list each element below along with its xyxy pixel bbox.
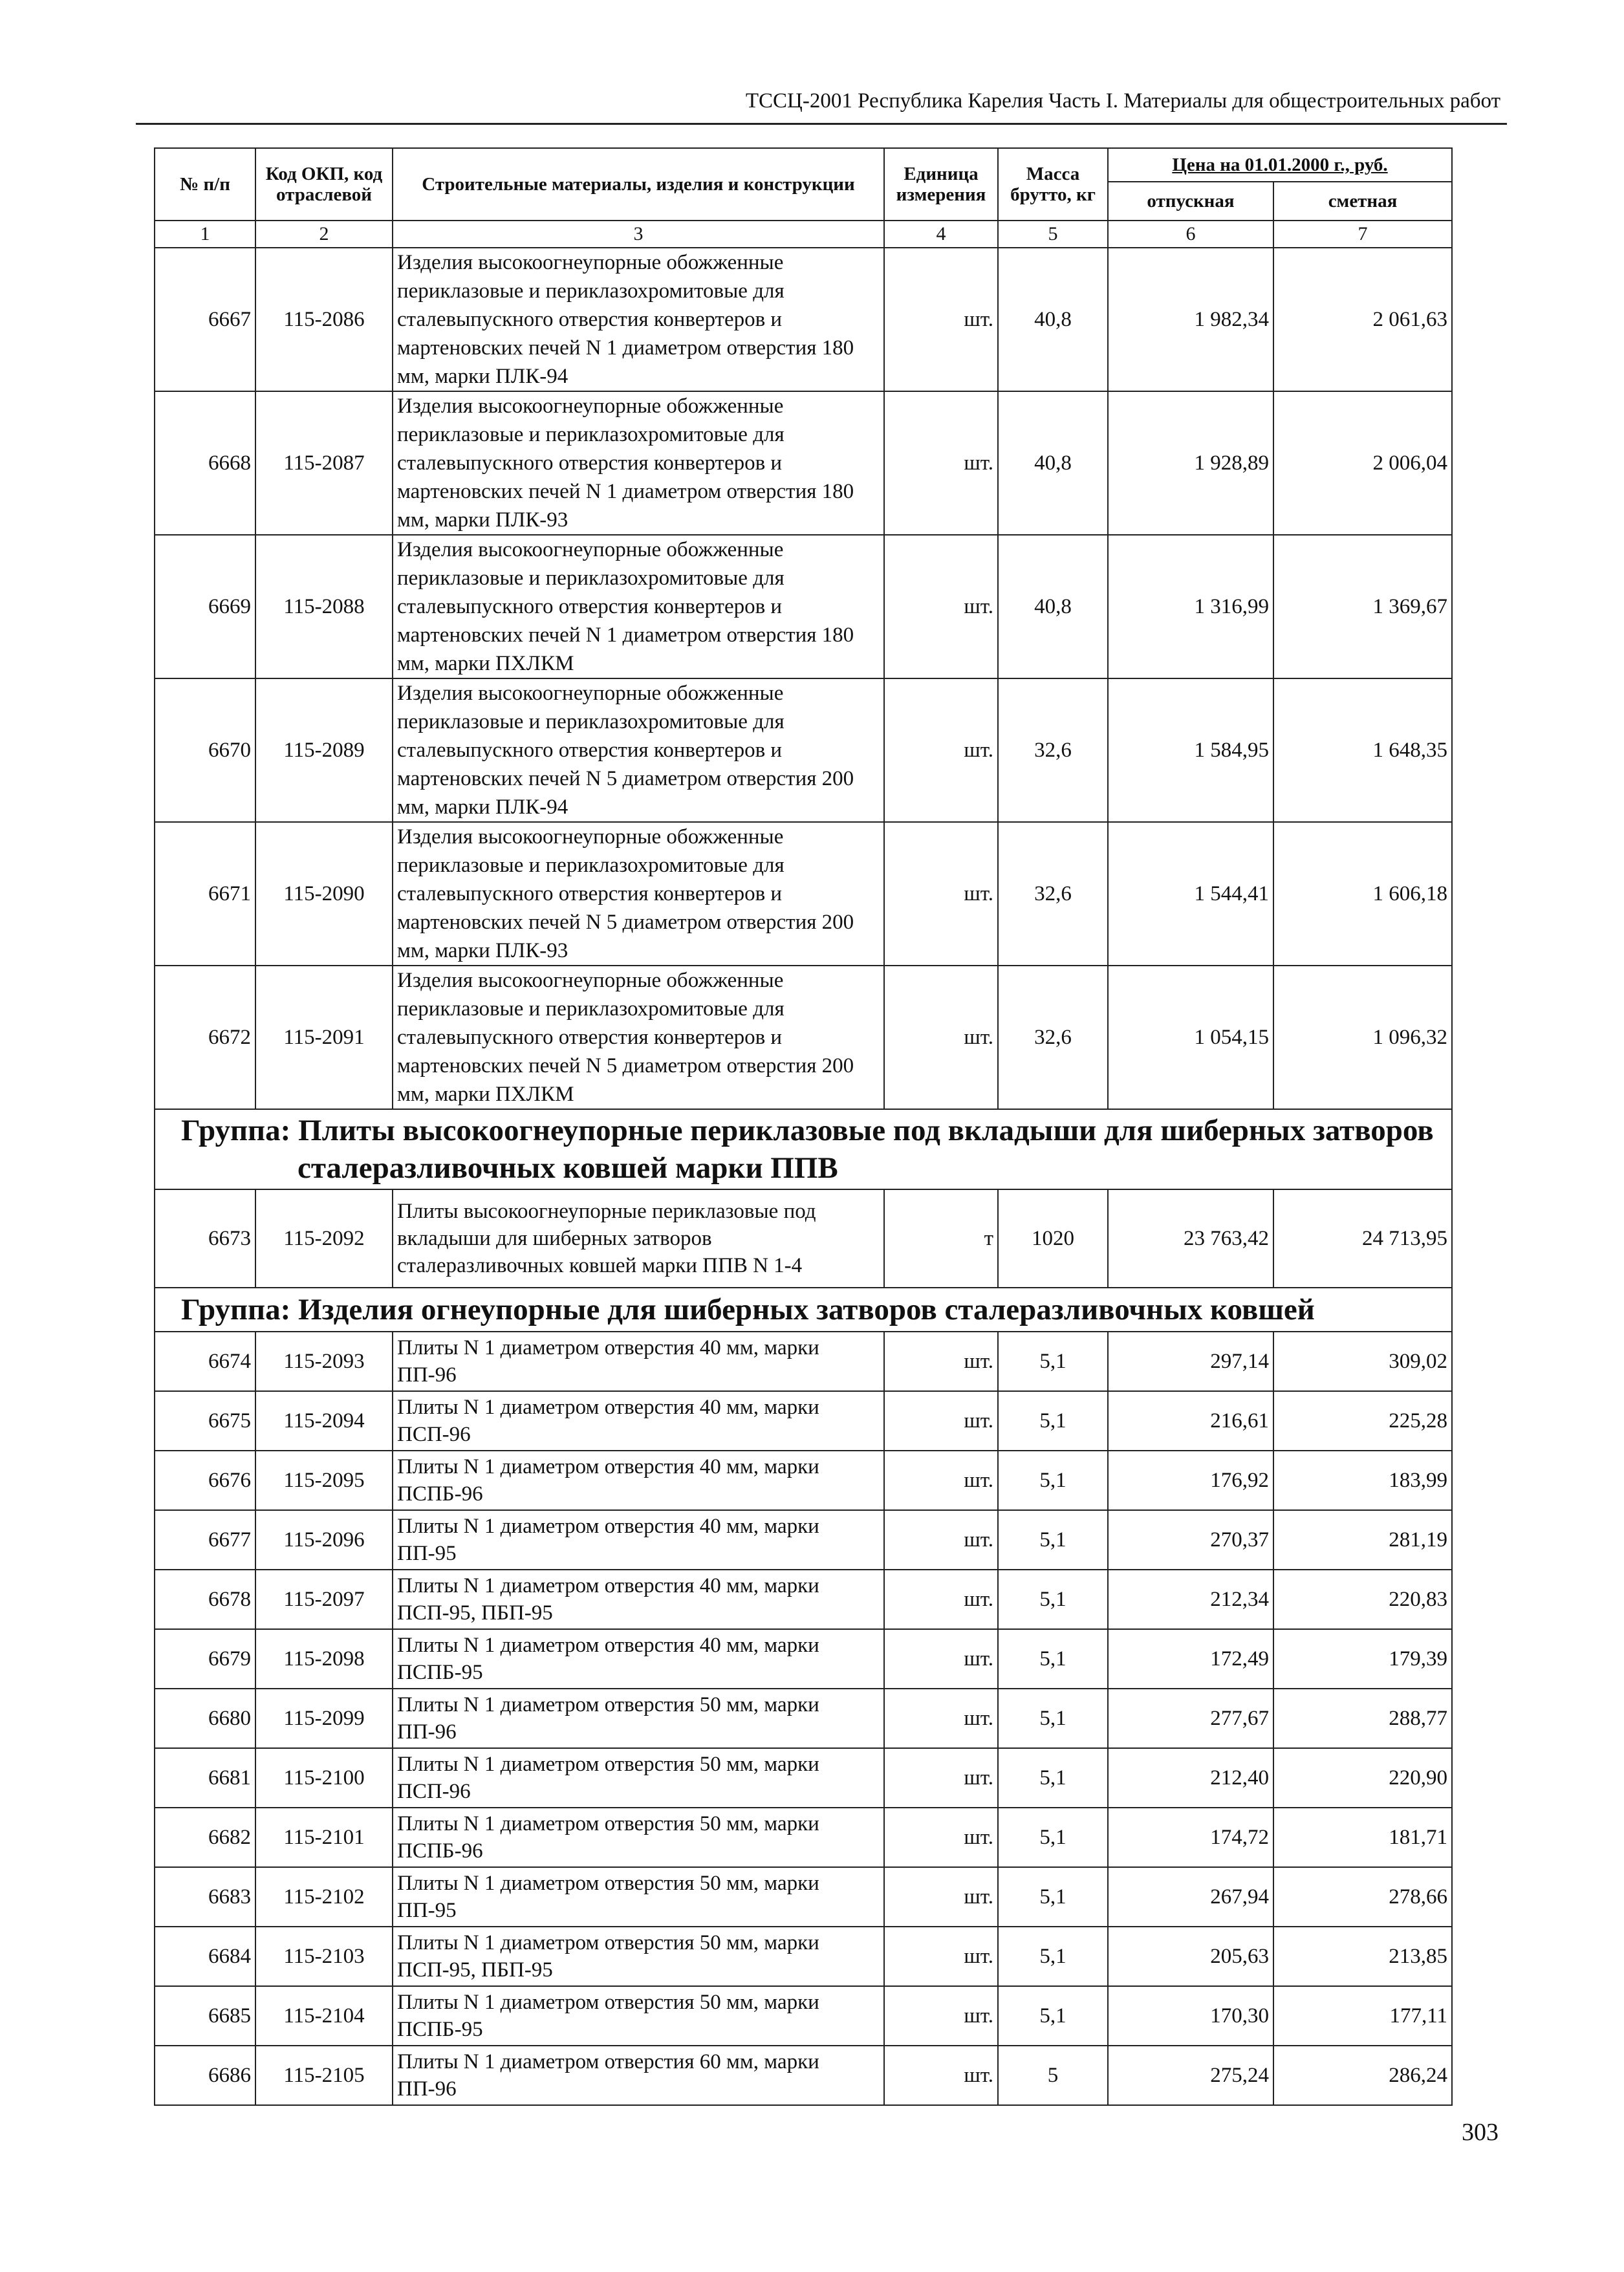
row-price-estimate: 220,83 [1273, 1570, 1452, 1629]
row-description: Плиты N 1 диаметром отверстия 50 мм, марки ПП-96 [393, 1689, 884, 1748]
row-description: Плиты N 1 диаметром отверстия 50 мм, марки ПСПБ-96 [393, 1808, 884, 1867]
column-number: 5 [998, 221, 1108, 248]
row-code: 115-2094 [255, 1391, 393, 1451]
row-price-estimate: 1 096,32 [1273, 966, 1452, 1109]
row-unit: шт. [884, 966, 998, 1109]
col-header-mass: Масса брутто, кг [998, 148, 1108, 221]
row-num: 6680 [155, 1689, 255, 1748]
row-num: 6668 [155, 391, 255, 535]
row-description: Изделия высокоогнеупорные обожженные периклазовые и периклазохромитовые для сталевыпускного отверстия конвертеров и мартеновских печей N 1 диаметром отверстия 180 мм, марки ПХЛКМ [393, 535, 884, 678]
row-num: 6678 [155, 1570, 255, 1629]
row-num: 6684 [155, 1927, 255, 1986]
row-unit: шт. [884, 248, 998, 391]
row-description: Плиты N 1 диаметром отверстия 40 мм, марки ПП-96 [393, 1332, 884, 1391]
row-price-estimate: 288,77 [1273, 1689, 1452, 1748]
row-price-release: 297,14 [1108, 1332, 1273, 1391]
row-code: 115-2096 [255, 1510, 393, 1570]
row-price-estimate: 2 006,04 [1273, 391, 1452, 535]
row-description: Изделия высокоогнеупорные обожженные периклазовые и периклазохромитовые для сталевыпускного отверстия конвертеров и мартеновских печей N 5 диаметром отверстия 200 мм, марки ПЛК-93 [393, 822, 884, 966]
row-code: 115-2093 [255, 1332, 393, 1391]
row-price-release: 212,40 [1108, 1748, 1273, 1808]
row-num: 6674 [155, 1332, 255, 1391]
col-header-code: Код ОКП, код отраслевой [255, 148, 393, 221]
column-number: 3 [393, 221, 884, 248]
group-heading-line: Группа: Плиты высокоогнеупорные периклазовые под вкладыши для шиберных затворов [181, 1114, 1434, 1147]
row-price-estimate: 179,39 [1273, 1629, 1452, 1689]
row-code: 115-2088 [255, 535, 393, 678]
row-mass: 5,1 [998, 1867, 1108, 1927]
row-price-release: 1 544,41 [1108, 822, 1273, 966]
row-price-estimate: 2 061,63 [1273, 248, 1452, 391]
column-number: 6 [1108, 221, 1273, 248]
row-description: Плиты N 1 диаметром отверстия 40 мм, марки ПСПБ-96 [393, 1451, 884, 1510]
row-price-estimate: 213,85 [1273, 1927, 1452, 1986]
group-heading: Группа: Изделия огнеупорные для шиберных затворов сталеразливочных ковшей [155, 1288, 1452, 1332]
row-code: 115-2092 [255, 1189, 393, 1288]
table-row [155, 1189, 1452, 1288]
row-price-estimate: 1 648,35 [1273, 678, 1452, 822]
row-price-estimate: 1 369,67 [1273, 535, 1452, 678]
table-row [155, 535, 1452, 678]
row-description: Плиты N 1 диаметром отверстия 50 мм, марки ПСП-95, ПБП-95 [393, 1927, 884, 1986]
running-header: ТССЦ-2001 Республика Карелия Часть I. Материалы для общестроительных работ [745, 89, 1500, 113]
column-number-row [155, 221, 1452, 248]
row-mass: 5,1 [998, 1689, 1108, 1748]
row-price-release: 1 054,15 [1108, 966, 1273, 1109]
row-code: 115-2100 [255, 1748, 393, 1808]
row-code: 115-2099 [255, 1689, 393, 1748]
group-heading-continuation: сталеразливочных ковшей марки ППВ [298, 1151, 838, 1185]
table-row [155, 1867, 1452, 1927]
row-code: 115-2086 [255, 248, 393, 391]
row-num: 6681 [155, 1748, 255, 1808]
col-header-price: Цена на 01.01.2000 г., руб. [1108, 148, 1452, 182]
row-description: Плиты N 1 диаметром отверстия 40 мм, марки ПСП-95, ПБП-95 [393, 1570, 884, 1629]
row-price-release: 1 584,95 [1108, 678, 1273, 822]
table-row [155, 2046, 1452, 2105]
row-description: Плиты N 1 диаметром отверстия 50 мм, марки ПСП-96 [393, 1748, 884, 1808]
row-price-release: 174,72 [1108, 1808, 1273, 1867]
col-header-material: Строительные материалы, изделия и конструкции [393, 148, 884, 221]
row-code: 115-2102 [255, 1867, 393, 1927]
row-mass: 32,6 [998, 678, 1108, 822]
row-price-release: 277,67 [1108, 1689, 1273, 1748]
column-number: 4 [884, 221, 998, 248]
row-description: Плиты N 1 диаметром отверстия 40 мм, марки ПП-95 [393, 1510, 884, 1570]
row-num: 6679 [155, 1629, 255, 1689]
row-price-release: 205,63 [1108, 1927, 1273, 1986]
row-num: 6673 [155, 1189, 255, 1288]
row-price-estimate: 24 713,95 [1273, 1189, 1452, 1288]
row-code: 115-2089 [255, 678, 393, 822]
col-header-num: № п/п [155, 148, 255, 221]
column-number: 2 [255, 221, 393, 248]
table-row [155, 1986, 1452, 2046]
row-price-release: 212,34 [1108, 1570, 1273, 1629]
row-description: Изделия высокоогнеупорные обожженные периклазовые и периклазохромитовые для сталевыпускного отверстия конвертеров и мартеновских печей N 1 диаметром отверстия 180 мм, марки ПЛК-93 [393, 391, 884, 535]
row-unit: шт. [884, 1629, 998, 1689]
row-price-release: 172,49 [1108, 1629, 1273, 1689]
group-heading [155, 1109, 1452, 1189]
row-mass: 5,1 [998, 1510, 1108, 1570]
table-row [155, 1927, 1452, 1986]
row-price-release: 176,92 [1108, 1451, 1273, 1510]
col-header-unit: Единица измерения [884, 148, 998, 221]
row-description: Плиты N 1 диаметром отверстия 40 мм, марки ПСП-96 [393, 1391, 884, 1451]
row-price-release: 170,30 [1108, 1986, 1273, 2046]
row-mass: 5,1 [998, 1927, 1108, 1986]
row-unit: шт. [884, 1927, 998, 1986]
row-unit: шт. [884, 1391, 998, 1451]
table-row [155, 248, 1452, 391]
table-row [155, 1808, 1452, 1867]
row-price-release: 1 928,89 [1108, 391, 1273, 535]
row-description: Плиты N 1 диаметром отверстия 50 мм, марки ПП-95 [393, 1867, 884, 1927]
row-code: 115-2087 [255, 391, 393, 535]
row-price-release: 275,24 [1108, 2046, 1273, 2105]
table-row [155, 1332, 1452, 1391]
row-code: 115-2105 [255, 2046, 393, 2105]
row-num: 6670 [155, 678, 255, 822]
row-mass: 1020 [998, 1189, 1108, 1288]
row-num: 6669 [155, 535, 255, 678]
row-mass: 32,6 [998, 822, 1108, 966]
row-num: 6682 [155, 1808, 255, 1867]
row-code: 115-2104 [255, 1986, 393, 2046]
price-table [154, 147, 1453, 2106]
row-mass: 5 [998, 2046, 1108, 2105]
page-number: 303 [1462, 2119, 1499, 2146]
table-row [155, 391, 1452, 535]
row-unit: шт. [884, 1986, 998, 2046]
row-description: Плиты N 1 диаметром отверстия 40 мм, марки ПСПБ-95 [393, 1629, 884, 1689]
row-mass: 5,1 [998, 1629, 1108, 1689]
row-price-release: 216,61 [1108, 1391, 1273, 1451]
table-row [155, 1451, 1452, 1510]
row-mass: 5,1 [998, 1570, 1108, 1629]
row-num: 6667 [155, 248, 255, 391]
row-code: 115-2095 [255, 1451, 393, 1510]
row-code: 115-2091 [255, 966, 393, 1109]
row-description: Изделия высокоогнеупорные обожженные периклазовые и периклазохромитовые для сталевыпускного отверстия конвертеров и мартеновских печей N 1 диаметром отверстия 180 мм, марки ПЛК-94 [393, 248, 884, 391]
row-price-estimate: 220,90 [1273, 1748, 1452, 1808]
row-unit: шт. [884, 1332, 998, 1391]
row-description: Плиты высокоогнеупорные периклазовые под вкладыши для шиберных затворов сталеразливочных ковшей марки ППВ N 1-4 [393, 1189, 884, 1288]
row-unit: шт. [884, 535, 998, 678]
table-row [155, 678, 1452, 822]
row-mass: 40,8 [998, 391, 1108, 535]
row-price-release: 267,94 [1108, 1867, 1273, 1927]
table-row [155, 1510, 1452, 1570]
row-price-estimate: 278,66 [1273, 1867, 1452, 1927]
group-heading-row [155, 1109, 1452, 1189]
table-row [155, 966, 1452, 1109]
col-header-price-estimate: сметная [1273, 182, 1452, 221]
column-number: 7 [1273, 221, 1452, 248]
header-rule [136, 123, 1507, 125]
row-price-estimate: 181,71 [1273, 1808, 1452, 1867]
row-price-estimate: 225,28 [1273, 1391, 1452, 1451]
row-unit: шт. [884, 1570, 998, 1629]
row-description: Плиты N 1 диаметром отверстия 60 мм, марки ПП-96 [393, 2046, 884, 2105]
row-unit: шт. [884, 1689, 998, 1748]
group-heading-row [155, 1288, 1452, 1332]
row-unit: шт. [884, 822, 998, 966]
row-num: 6686 [155, 2046, 255, 2105]
row-num: 6675 [155, 1391, 255, 1451]
row-num: 6685 [155, 1986, 255, 2046]
row-num: 6671 [155, 822, 255, 966]
table-row [155, 822, 1452, 966]
row-code: 115-2101 [255, 1808, 393, 1867]
row-mass: 32,6 [998, 966, 1108, 1109]
row-price-estimate: 281,19 [1273, 1510, 1452, 1570]
row-unit: шт. [884, 1748, 998, 1808]
table-row [155, 1391, 1452, 1451]
row-num: 6677 [155, 1510, 255, 1570]
row-mass: 5,1 [998, 1808, 1108, 1867]
row-price-estimate: 309,02 [1273, 1332, 1452, 1391]
row-description: Изделия высокоогнеупорные обожженные периклазовые и периклазохромитовые для сталевыпускного отверстия конвертеров и мартеновских печей N 5 диаметром отверстия 200 мм, марки ПХЛКМ [393, 966, 884, 1109]
row-unit: шт. [884, 1510, 998, 1570]
row-mass: 5,1 [998, 1391, 1108, 1451]
row-mass: 40,8 [998, 535, 1108, 678]
row-unit: шт. [884, 2046, 998, 2105]
table-row [155, 1629, 1452, 1689]
row-num: 6672 [155, 966, 255, 1109]
row-price-release: 1 316,99 [1108, 535, 1273, 678]
row-num: 6683 [155, 1867, 255, 1927]
row-mass: 5,1 [998, 1451, 1108, 1510]
row-price-release: 270,37 [1108, 1510, 1273, 1570]
row-code: 115-2090 [255, 822, 393, 966]
row-num: 6676 [155, 1451, 255, 1510]
group-heading-line [181, 1149, 1447, 1187]
row-unit: шт. [884, 1867, 998, 1927]
col-header-price-release: отпускная [1108, 182, 1273, 221]
row-unit: т [884, 1189, 998, 1288]
row-price-release: 1 982,34 [1108, 248, 1273, 391]
row-mass: 5,1 [998, 1332, 1108, 1391]
row-price-estimate: 177,11 [1273, 1986, 1452, 2046]
row-price-estimate: 286,24 [1273, 2046, 1452, 2105]
row-description: Изделия высокоогнеупорные обожженные периклазовые и периклазохромитовые для сталевыпускного отверстия конвертеров и мартеновских печей N 5 диаметром отверстия 200 мм, марки ПЛК-94 [393, 678, 884, 822]
row-code: 115-2097 [255, 1570, 393, 1629]
row-code: 115-2103 [255, 1927, 393, 1986]
row-price-release: 23 763,42 [1108, 1189, 1273, 1288]
row-mass: 5,1 [998, 1748, 1108, 1808]
column-number: 1 [155, 221, 255, 248]
row-unit: шт. [884, 1451, 998, 1510]
row-price-estimate: 183,99 [1273, 1451, 1452, 1510]
row-unit: шт. [884, 391, 998, 535]
row-mass: 5,1 [998, 1986, 1108, 2046]
table-row [155, 1748, 1452, 1808]
row-unit: шт. [884, 1808, 998, 1867]
row-unit: шт. [884, 678, 998, 822]
row-description: Плиты N 1 диаметром отверстия 50 мм, марки ПСПБ-95 [393, 1986, 884, 2046]
row-mass: 40,8 [998, 248, 1108, 391]
row-price-estimate: 1 606,18 [1273, 822, 1452, 966]
table-row [155, 1689, 1452, 1748]
row-code: 115-2098 [255, 1629, 393, 1689]
table-row [155, 1570, 1452, 1629]
